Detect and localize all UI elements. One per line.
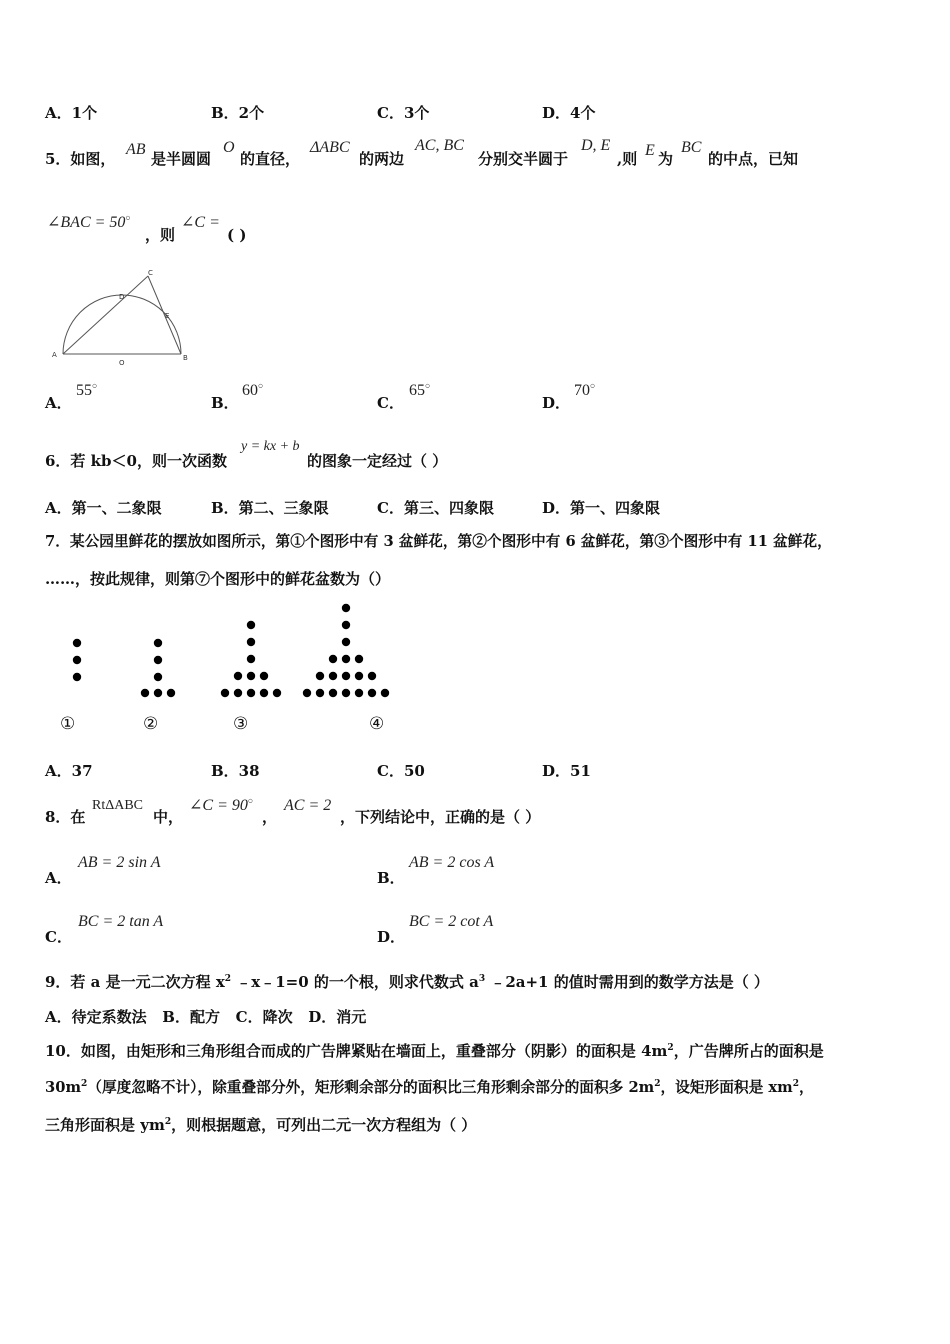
q6-text-1: 6．若 kb＜0，则一次函数 [45, 452, 227, 470]
label-d: D [119, 293, 125, 301]
q8-option-a-value: AB = 2 sin A [78, 854, 161, 871]
label-o: O [119, 359, 125, 367]
q8-math-rt-triangle: RtΔABC [92, 798, 144, 813]
q7-line-2: ……，按此规律，则第⑦个图形中的鲜花盆数为（） [45, 570, 391, 588]
q5-math-ac-bc: AC, BC [415, 137, 464, 154]
q7-option-d: D．51 [542, 762, 591, 780]
q5-option-b-letter: B． [211, 394, 239, 412]
q5-text-10: ( ) [227, 226, 247, 244]
label-e: E [165, 312, 170, 320]
q8-text-3: ， [262, 808, 278, 826]
q8-option-b-letter: B． [377, 869, 405, 887]
flower-figure-2 [141, 639, 175, 697]
q6-option-d: D．第一、四象限 [542, 499, 661, 517]
q10-line-3: 三角形面积是 $ym^2$，则根据题意，可列出二元一次方程组为（ ） [45, 1116, 477, 1134]
q5-math-bc: BC [681, 139, 702, 156]
q8-option-a-letter: A． [45, 869, 72, 887]
q7-figure-label-3: ③ [233, 714, 249, 734]
q6-option-a: A．第一、二象限 [45, 499, 162, 517]
side-ac [63, 276, 148, 354]
q5-math-angle-bac: ∠BAC = 50○ [47, 212, 131, 231]
q5-text-1: 5．如图， [45, 150, 116, 168]
q5-option-d-value: 70○ [574, 380, 596, 399]
q5-option-a-value: 55○ [76, 380, 98, 399]
q6-option-c: C．第三、四象限 [377, 499, 494, 517]
q5-text-4: 的两边 [359, 150, 405, 168]
flower-figure-4 [303, 604, 389, 697]
q8-math-ac: AC = 2 [284, 797, 332, 814]
q4-option-b: B．2个 [211, 104, 265, 122]
q5-text-9: ，则 [145, 226, 176, 244]
q4-option-d: D．4个 [542, 104, 596, 122]
q5-math-triangle: ΔABC [310, 139, 350, 156]
q8-text-1: 8．在 [45, 808, 86, 826]
q7-line-1: 7．某公园里鲜花的摆放如图所示，第①个图形中有 3 盆鲜花，第②个图形中有 6 盆鲜花，第③个图形中有 11 盆鲜花， [45, 533, 832, 550]
q4-option-a: A．1个 [45, 104, 98, 122]
q8-math-angle-c: ∠C = 90○ [189, 795, 254, 814]
q5-text-5: 分别交半圆于 [478, 150, 569, 168]
q6-option-b: B．第二、三象限 [211, 499, 329, 517]
q10-line-2: $30m^2$（厚度忽略不计），除重叠部分外，矩形剩余部分的面积比三角形剩余部分的面积多 $2m^2$，设矩形面积是 $xm^2$， [45, 1079, 814, 1096]
q7-flower-pattern-figure [60, 600, 420, 700]
q6-math-function: y = kx + b [241, 439, 300, 454]
q9-question: 9．若 a 是一元二次方程 $x^2$ ﹣x﹣1=0 的一个根，则求代数式 $a^3$ ﹣2a+1 的值时需用到的数学方法是（ ） [45, 973, 769, 991]
q5-option-d-letter: D． [542, 394, 571, 412]
semicircle-arc [63, 295, 181, 354]
q5-text-8: 的中点，已知 [708, 150, 799, 168]
q5-text-3: 的直径， [240, 150, 301, 168]
label-a: A [52, 351, 57, 359]
q5-option-c-letter: C． [377, 394, 404, 412]
q7-option-a: A．37 [45, 762, 93, 780]
q5-math-angle-c: ∠C = [181, 214, 220, 231]
q5-math-d-e: D, E [581, 137, 611, 154]
q5-semicircle-figure [45, 268, 195, 368]
q7-option-c: C．50 [377, 762, 425, 780]
flower-figure-1 [73, 639, 81, 681]
label-c: C [148, 269, 153, 277]
flower-figure-3 [221, 621, 281, 697]
q7-option-b: B．38 [211, 762, 260, 780]
label-b: B [183, 354, 188, 362]
q10-line-1: 10．如图，由矩形和三角形组合而成的广告牌紧贴在墙面上，重叠部分（阴影）的面积是 $4m^2$，广告牌所占的面积是 [45, 1042, 824, 1060]
q5-option-c-value: 65○ [409, 380, 431, 399]
q8-option-d-letter: D． [377, 928, 406, 946]
q8-option-b-value: AB = 2 cos A [409, 854, 495, 871]
q5-text-6: ,则 [617, 150, 638, 168]
q5-option-a-letter: A． [45, 394, 72, 412]
q7-figure-label-1: ① [60, 714, 76, 734]
q8-option-c-value: BC = 2 tan A [78, 913, 164, 930]
q6-text-2: 的图象一定经过（ ） [307, 452, 448, 470]
q8-option-c-letter: C． [45, 928, 72, 946]
q5-text-2: 是半圆圆 [151, 150, 212, 168]
q5-math-e: E [645, 142, 655, 159]
q8-text-2: 中， [153, 808, 184, 826]
q9-options: A．待定系数法 B．配方 C．降次 D．消元 [45, 1008, 367, 1026]
q5-math-ab: AB [126, 141, 146, 158]
q5-text-7: 为 [658, 150, 674, 168]
q7-figure-label-2: ② [143, 714, 159, 734]
q5-math-o: O [223, 139, 235, 156]
q7-figure-label-4: ④ [369, 714, 385, 734]
q5-option-b-value: 60○ [242, 380, 264, 399]
q8-text-4: ，下列结论中，正确的是（ ） [340, 808, 541, 826]
q8-option-d-value: BC = 2 cot A [409, 913, 494, 930]
q4-option-c: C．3个 [377, 104, 430, 122]
